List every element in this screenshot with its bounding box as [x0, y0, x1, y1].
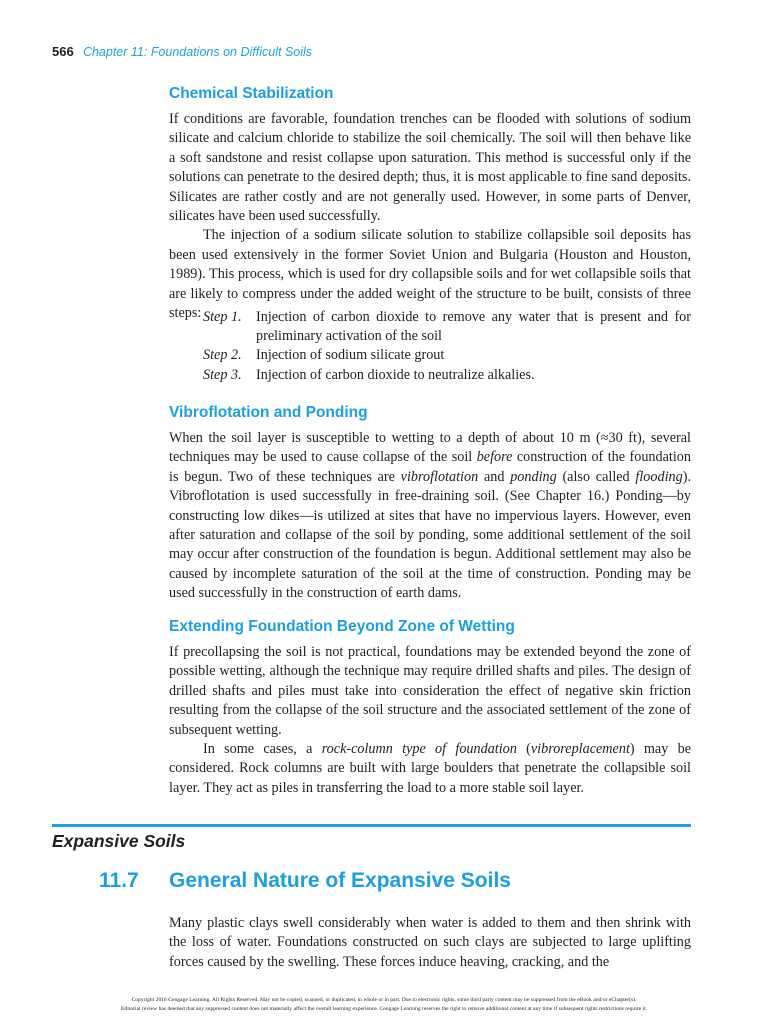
paragraph: If precollapsing the soil is not practical, foundations may be extended beyond the zone of possible wetting, although the technique may require drilled shafts and piles. The design of drilled shafts and piles must take into consideration the effect of negative skin friction resulting from the collapse of the soil structure and the associated settlement of the zone of subsequent wetting. [169, 644, 691, 738]
chapter-title: Chapter 11: Foundations on Difficult Soils [82, 45, 313, 59]
copyright-footer [10, 996, 758, 1014]
paragraph: The injection of a sodium silicate solution to stabilize collapsible soil deposits has been used extensively in the former Soviet Union and Bulgaria (Houston and Houston, 1989). This process, which is used for dry collapsible soils and for wet collapsible soils that are likely to compress under the added weight of the structure to be built, consists of three steps: [169, 227, 691, 322]
list-item [203, 346, 691, 365]
heading-11-7 [99, 869, 511, 893]
section-title: Expansive Soils [52, 831, 186, 851]
step-text: Injection of carbon dioxide to neutralize alkalies. [256, 366, 535, 383]
heading-extending-foundation: Extending Foundation Beyond Zone of Wetting [169, 618, 515, 635]
paragraph: If conditions are favorable, foundation trenches can be flooded with solutions of sodium silicate and calcium chloride to stabilize the soil chemically. The soil will then behave like a soft sandstone and resist collapse upon saturation. This method is successful only if the solutions can penetrate to the desired depth; thus, it is most applicable to fine sand deposits. Silicates are rather costly and are not generally used. However, in some parts of Denver, silicates have been used successfully. [169, 111, 691, 225]
step-label: Step 3. [203, 366, 242, 383]
section-chemical-stabilization [169, 84, 691, 323]
section-rule [52, 824, 691, 827]
heading-chemical-stabilization: Chemical Stabilization [169, 85, 334, 102]
paragraph: Many plastic clays swell considerably when water is added to them and then shrink with the loss of water. Foundations constructed on such clays are subjected to large uplifting forces caused by the swelling. These forces induce heaving, cracking, and the [169, 915, 691, 970]
section-extending-foundation [169, 617, 691, 798]
list-item [203, 308, 691, 346]
section-vibroflotation [169, 403, 691, 604]
section-11-7-body [169, 914, 691, 972]
paragraph: In some cases, a rock-column type of foundation (vibroreplacement) may be considered. Rock columns are built with large boulders that penetrate the collapsible soil layer. They act as piles in transferring the load to a more stable soil layer. [169, 741, 691, 796]
running-header [52, 44, 312, 60]
steps-list [203, 308, 691, 385]
heading-vibroflotation: Vibroflotation and Ponding [169, 404, 368, 421]
page-number: 566 [52, 44, 74, 59]
step-label: Step 1. [203, 309, 242, 325]
footer-line: Editorial review has deemed that any suppressed content does not materially affect the overall learning experience. Cengage Learning reserves the right to remove additional content at any time if subsequent rights restrictions require it. [121, 1006, 647, 1012]
paragraph: When the soil layer is susceptible to wetting to a depth of about 10 m (≈30 ft), several techniques may be used to cause collapse of the soil before construction of the foundation is begun. Two of these techniques are vibroflotation and ponding (also called flooding). Vibroflotation is used successfully in free-draining soil. (See Chapter 16.) Ponding—by constructing low dikes—is utilized at sites that have no impervious layers. However, even after saturation and collapse of the soil by ponding, some additional settlement of the soil may occur after construction of the foundation is begun. Additional settlement may also be caused by incomplete saturation of the soil at the time of construction. Ponding may be used successfully in the construction of earth dams. [169, 430, 691, 602]
footer-line: Copyright 2016 Cengage Learning. All Rights Reserved. May not be copied, scanned, or duplicated, in whole or in part. Due to electronic rights, some third party content may be suppressed from the eBook and/or eChapter(s). [131, 997, 637, 1003]
section-heading-text: General Nature of Expansive Soils [169, 869, 511, 892]
list-item [203, 366, 691, 385]
section-number: 11.7 [99, 869, 139, 892]
step-text: Injection of sodium silicate grout [256, 347, 445, 364]
step-label: Step 2. [203, 347, 242, 364]
step-text: Injection of carbon dioxide to remove any water that is present and for preliminary activation of the soil [256, 309, 691, 345]
